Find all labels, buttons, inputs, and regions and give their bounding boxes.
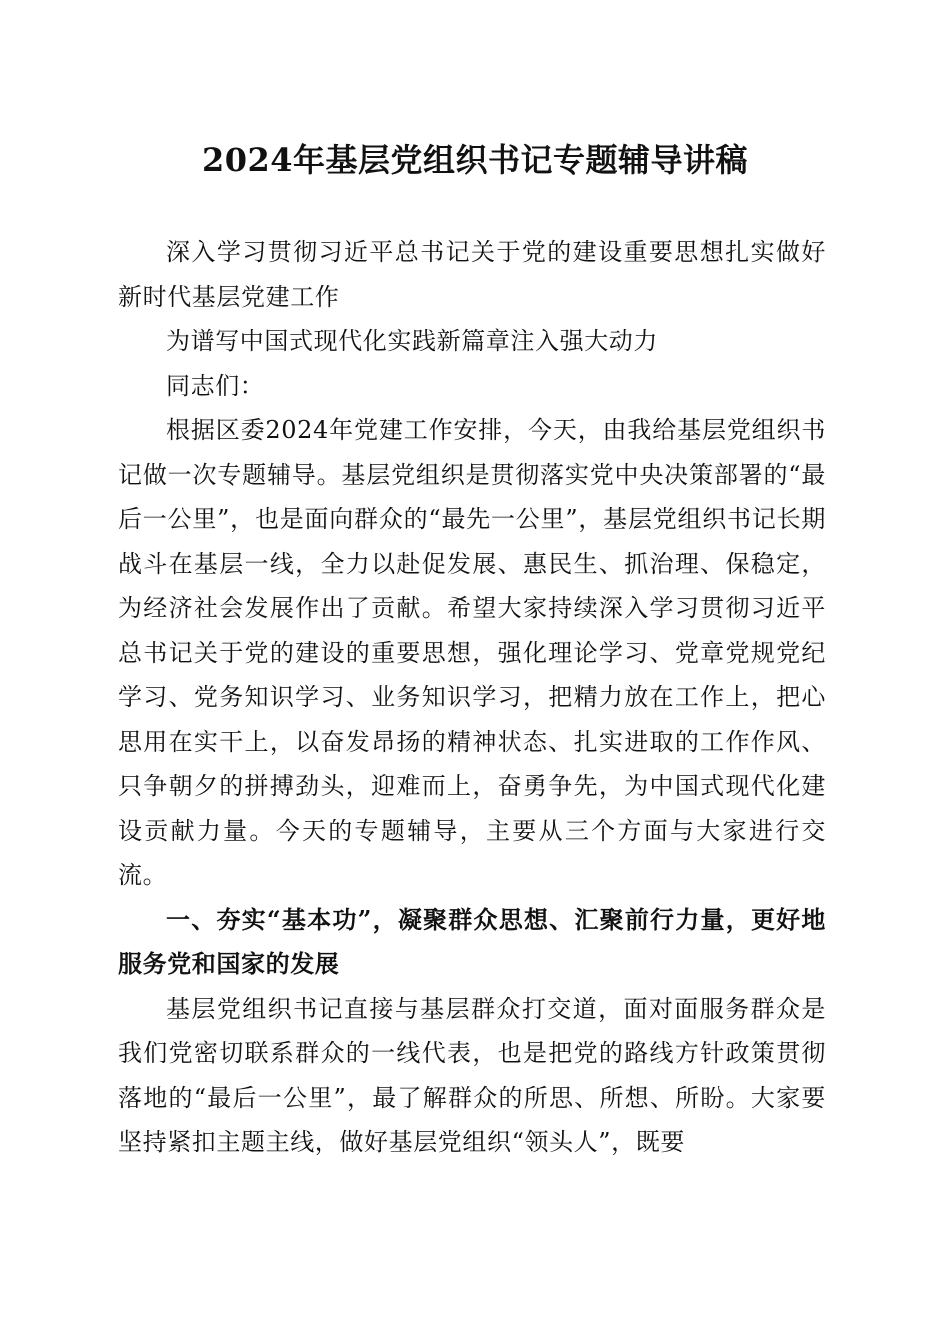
- subtitle-line-1: 深入学习贯彻习近平总书记关于党的建设重要思想扎实做好新时代基层党建工作: [118, 238, 826, 311]
- subtitle-line-2: 为谱写中国式现代化实践新篇章注入强大动力: [166, 327, 658, 355]
- salutation: 同志们：: [166, 371, 265, 400]
- document-body: [118, 230, 826, 1165]
- document-title: 2024年基层党组织书记专题辅导讲稿: [201, 141, 749, 179]
- intro-paragraph: 根据区委2024年党建工作安排，今天，由我给基层党组织书记做一次专题辅导。基层党组织是贯彻落实党中央决策部署的“最后一公里”，也是面向群众的“最先一公里”，基层党组织书记长期战斗在基层一线，全力以赴促发展、惠民生、抓治理、保稳定，为经济社会发展作出了贡献。希望大家持续深入学习贯彻习近平总书记关于党的建设的重要思想，强化理论学习、党章党规党纪学习、党务知识学习、业务知识学习，把精力放在工作上，把心思用在实干上，以奋发昂扬的精神状态、扎实进取的工作作风、只争朝夕的拼搏劲头，迎难而上，奋勇争先，为中国式现代化建设贡献力量。今天的专题辅导，主要从三个方面与大家进行交流。: [118, 416, 826, 889]
- section-1-paragraph: 基层党组织书记直接与基层群众打交道，面对面服务群众是我们党密切联系群众的一线代表，也是把党的路线方针政策贯彻落地的“最后一公里”，最了解群众的所思、所想、所盼。大家要坚持紧扣主题主线，做好基层党组织“领头人”，既要: [118, 994, 826, 1156]
- section-1-heading: 一、夯实“基本功”，凝聚群众思想、汇聚前行力量，更好地服务党和国家的发展: [118, 904, 826, 978]
